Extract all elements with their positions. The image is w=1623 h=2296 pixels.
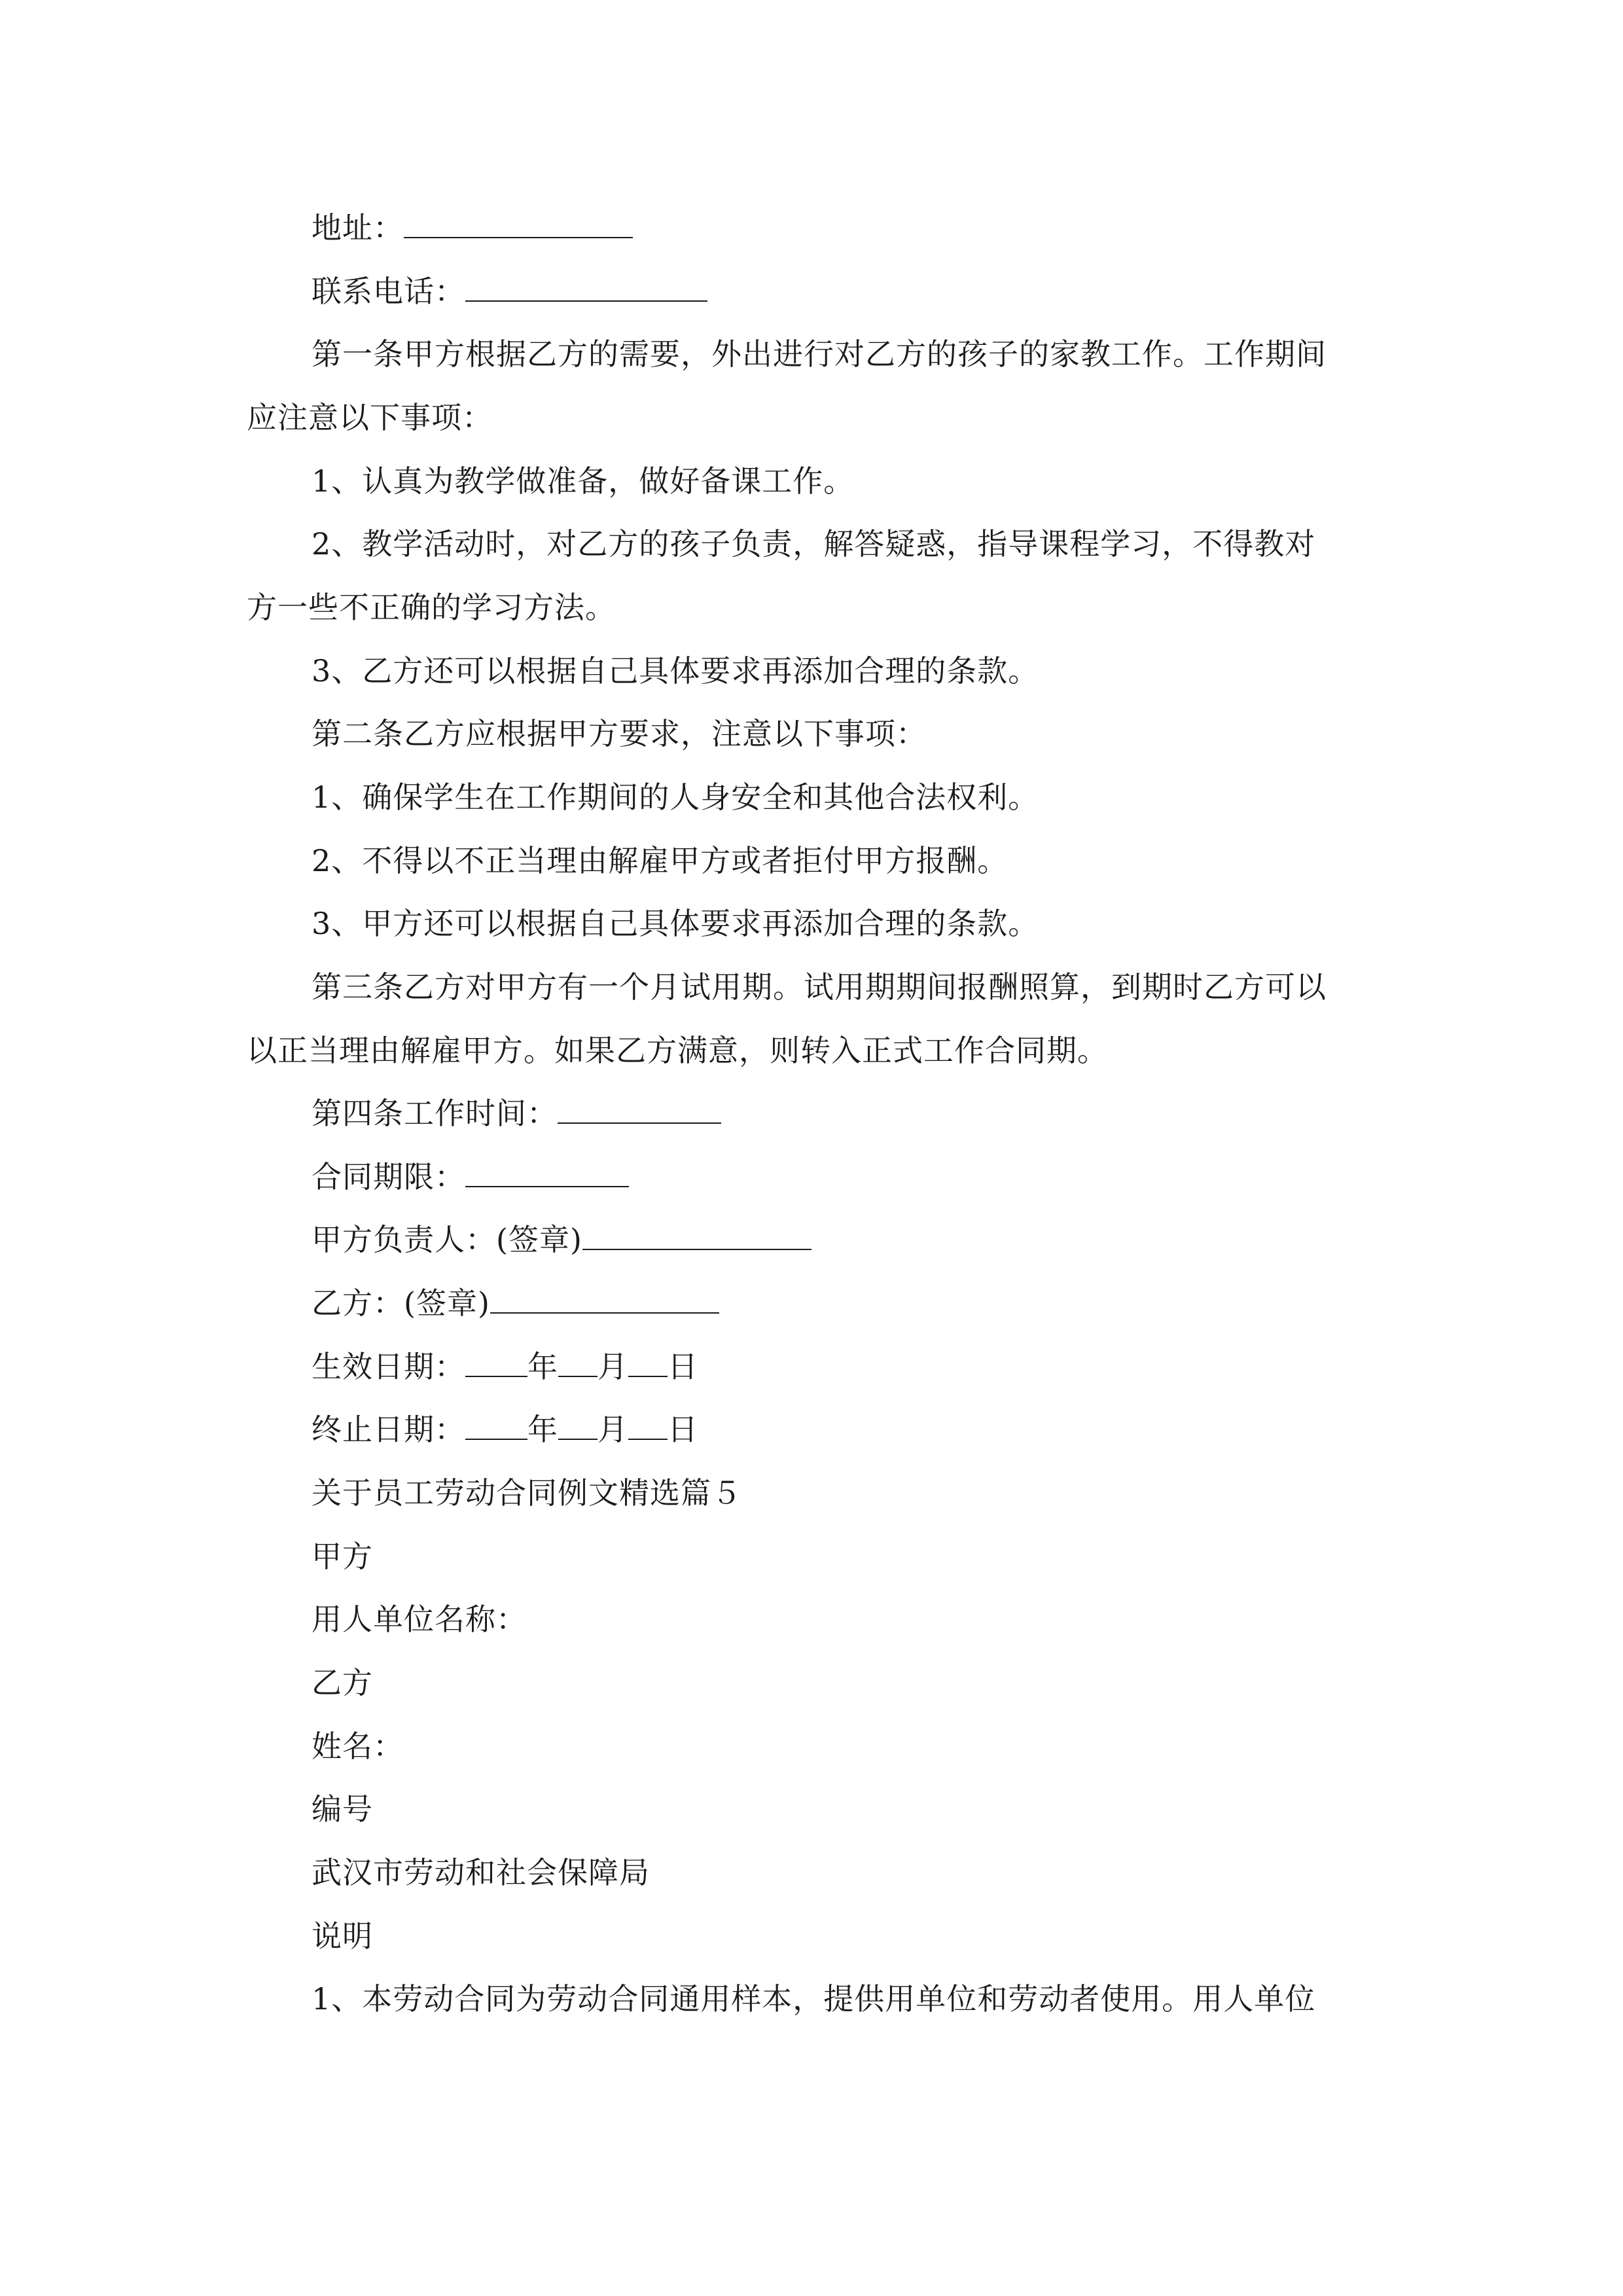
party-a-signature-line xyxy=(312,1220,812,1259)
day-text: 日 xyxy=(668,1349,698,1384)
party-b-signature-line xyxy=(312,1283,719,1323)
month-text: 月 xyxy=(597,1412,628,1447)
termination-month-blank xyxy=(558,1411,597,1440)
work-time-label: 第四条工作时间： xyxy=(312,1096,558,1131)
number-label: 编号 xyxy=(312,1791,373,1827)
party-b-signature-label: 乙方：(签章) xyxy=(312,1285,490,1321)
employer-name-label: 用人单位名称： xyxy=(312,1602,527,1637)
address-blank xyxy=(404,209,633,238)
section-title: 关于员工劳动合同例文精选篇５ xyxy=(312,1475,742,1511)
notes-heading: 说明 xyxy=(312,1918,373,1954)
party-a-signature-label: 甲方负责人：(签章) xyxy=(312,1222,582,1257)
termination-year-blank xyxy=(465,1411,527,1440)
notes-item-1: 1、本劳动合同为劳动合同通用样本，提供用单位和劳动者使用。用人单位 xyxy=(312,1981,1316,2017)
party-b-heading: 乙方 xyxy=(312,1665,373,1700)
termination-date-label: 终止日期： xyxy=(312,1412,465,1447)
article-3-line-2: 以正当理由解雇甲方。如果乙方满意，则转入正式工作合同期。 xyxy=(247,1033,1108,1068)
issuing-authority: 武汉市劳动和社会保障局 xyxy=(312,1855,650,1890)
address-label: 地址： xyxy=(312,210,404,245)
effective-year-blank xyxy=(465,1348,527,1377)
effective-date-label: 生效日期： xyxy=(312,1349,465,1384)
termination-day-blank xyxy=(628,1411,668,1440)
party-a-signature-blank xyxy=(582,1221,812,1250)
year-text: 年 xyxy=(527,1349,558,1384)
phone-line xyxy=(312,272,707,311)
year-text: 年 xyxy=(527,1412,558,1447)
phone-label: 联系电话： xyxy=(312,274,465,309)
article-2-item-2: 2、不得以不正当理由解雇甲方或者拒付甲方报酬。 xyxy=(312,843,1008,878)
address-line xyxy=(312,208,633,247)
effective-day-blank xyxy=(628,1348,668,1377)
article-2-heading: 第二条乙方应根据甲方要求，注意以下事项： xyxy=(312,716,927,751)
article-2-item-1: 1、确保学生在工作期间的人身安全和其他合法权利。 xyxy=(312,780,1039,815)
article-1-item-1: 1、认真为教学做准备，做好备课工作。 xyxy=(312,463,855,499)
phone-blank xyxy=(465,273,707,302)
contract-term-blank xyxy=(465,1158,629,1187)
article-1-item-2-line-2: 方一些不正确的学习方法。 xyxy=(247,590,616,625)
termination-date-line xyxy=(312,1410,698,1449)
work-time-line xyxy=(312,1094,721,1133)
party-a-heading: 甲方 xyxy=(312,1539,373,1574)
contract-term-line xyxy=(312,1157,629,1196)
article-1-line-1: 第一条甲方根据乙方的需要，外出进行对乙方的孩子的家教工作。工作期间 xyxy=(312,336,1327,372)
article-1-item-2-line-1: 2、教学活动时，对乙方的孩子负责，解答疑惑，指导课程学习，不得教对 xyxy=(312,526,1316,562)
article-2-item-3: 3、甲方还可以根据自己具体要求再添加合理的条款。 xyxy=(312,906,1039,941)
contract-term-label: 合同期限： xyxy=(312,1159,465,1194)
article-3-line-1: 第三条乙方对甲方有一个月试用期。试用期期间报酬照算，到期时乙方可以 xyxy=(312,969,1327,1005)
month-text: 月 xyxy=(597,1349,628,1384)
party-b-signature-blank xyxy=(490,1285,719,1314)
name-label: 姓名： xyxy=(312,1729,404,1764)
effective-month-blank xyxy=(558,1348,597,1377)
effective-date-line xyxy=(312,1347,698,1386)
article-1-line-2: 应注意以下事项： xyxy=(247,400,493,435)
work-time-blank xyxy=(558,1095,721,1124)
article-1-item-3: 3、乙方还可以根据自己具体要求再添加合理的条款。 xyxy=(312,653,1039,689)
day-text: 日 xyxy=(668,1412,698,1447)
